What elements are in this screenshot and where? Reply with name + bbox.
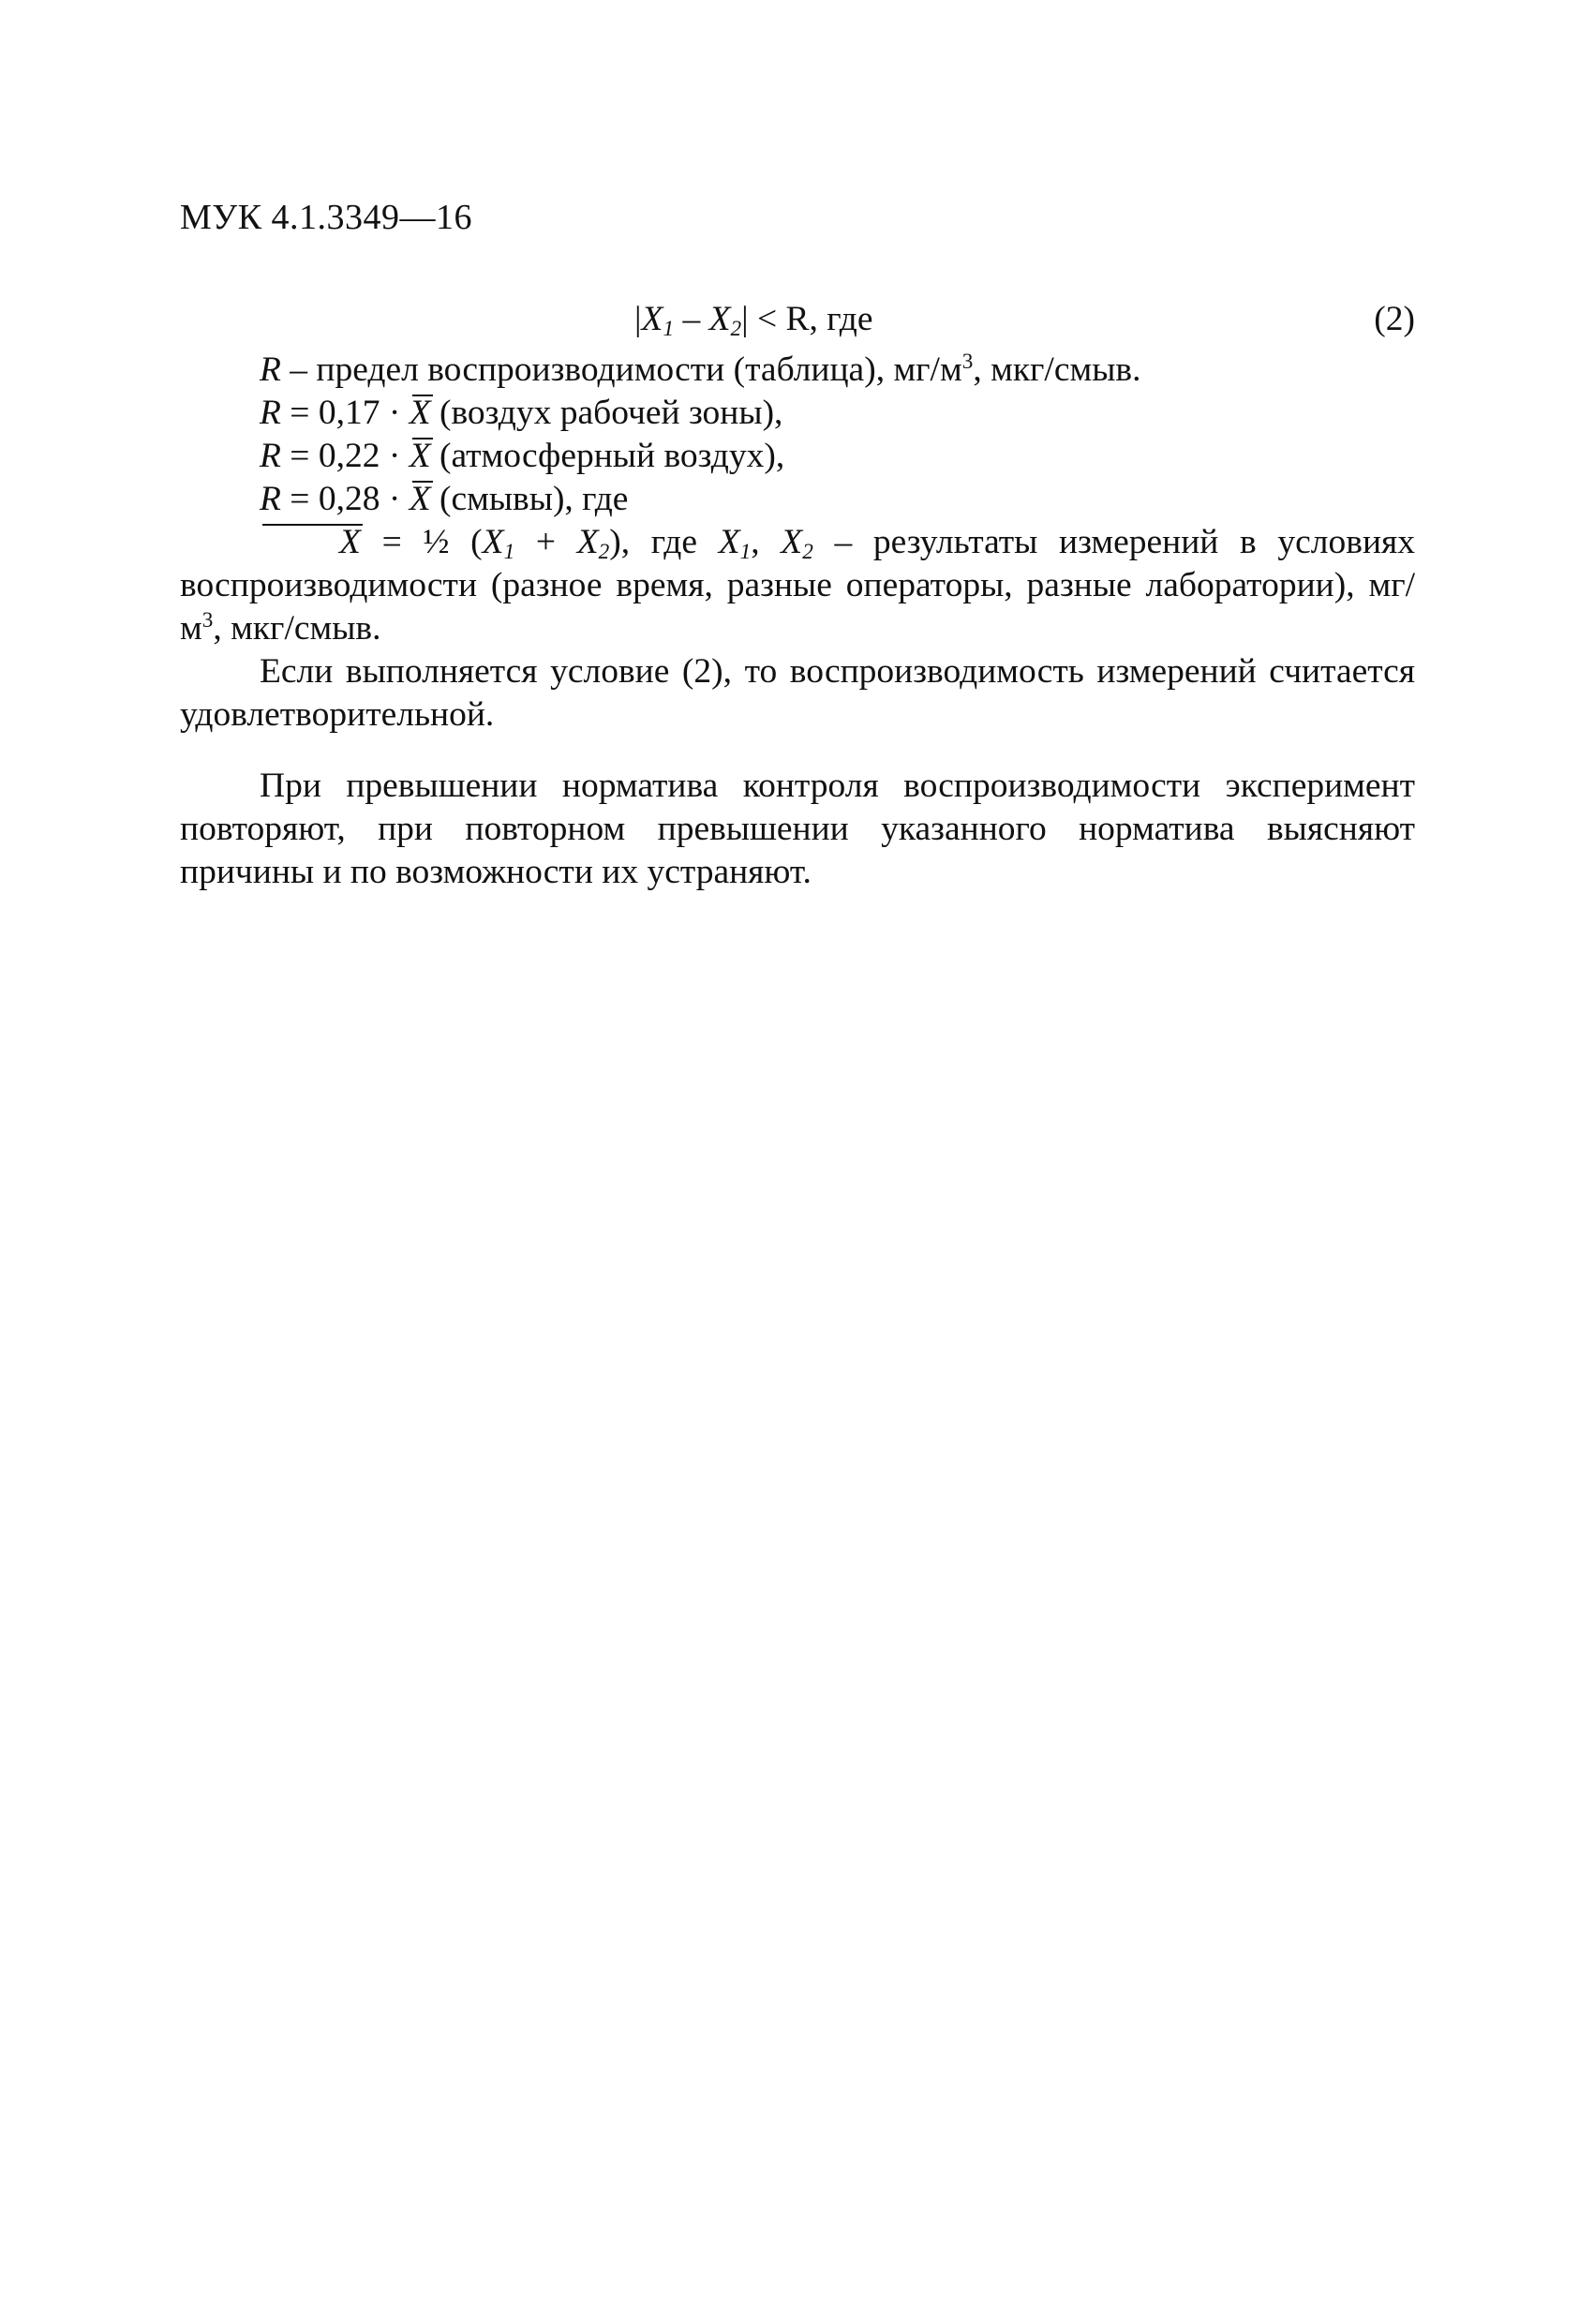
equation-line [180, 298, 1415, 341]
document-body [180, 298, 1415, 894]
equation-2 [634, 298, 873, 341]
x1-symbol: X [482, 523, 504, 561]
r-formula-coef: = 0,22 · [280, 437, 410, 475]
r-formula-coef: = 0,17 · [280, 394, 410, 432]
r-symbol: R [260, 480, 281, 518]
r-definition [260, 349, 1415, 392]
x-mean-tail: , мкг/смыв. [213, 609, 381, 648]
r-symbol: R [260, 394, 281, 432]
abs-bar-left: | [634, 300, 642, 338]
x2-sub: 2 [802, 539, 813, 564]
eq-x2: X [708, 300, 731, 338]
x1-symbol: X [718, 523, 740, 561]
x-mean-symbol: X [410, 478, 431, 521]
x2-symbol: X [576, 523, 599, 561]
x2-symbol: X [781, 523, 803, 561]
x-sep: , [751, 523, 782, 561]
r-formula-text: (воздух рабочей зоны), [430, 394, 783, 432]
x-mean-definition [180, 521, 1415, 650]
paragraph-exceed: При превышении норматива контроля воспроизводимости эксперимент повторяют, при повторном превышении указанного норматива выясняют причины и по возможности их устраняют. [180, 767, 1415, 891]
r-formula-swabs [260, 478, 1415, 521]
r-definition-sup: 3 [961, 350, 974, 375]
abs-bar-right: | [741, 300, 749, 338]
x-mean-eq-mid: + [514, 523, 577, 561]
x-mean-description: – результаты измерений в условиях воспроизводимости (разное время, разные операторы, разные лаборатории), мг/м [180, 523, 1416, 648]
eq-x1: X [641, 300, 663, 338]
x1-sub: 1 [739, 539, 752, 564]
r-formula-workzone [260, 392, 1415, 435]
x-mean-symbol: X [260, 521, 361, 564]
r-symbol: R [260, 350, 281, 389]
r-formula-coef: = 0,28 · [280, 480, 410, 518]
eq-rhs: < R, где [748, 300, 873, 338]
r-definition-tail: , мкг/смыв. [973, 350, 1141, 389]
x2-sub: 2 [598, 539, 610, 564]
paragraph-condition: Если выполняется условие (2), то воспроизводимость измерений считается удовлетворительной. [180, 652, 1415, 734]
eq-x1-sub: 1 [663, 316, 675, 341]
r-formula-text: (атмосферный воздух), [430, 437, 785, 475]
r-formula-text: (смывы), где [430, 480, 629, 518]
r-formula-atmosphere [260, 435, 1415, 478]
eq-minus: – [674, 300, 709, 338]
x-mean-symbol: X [410, 435, 431, 478]
eq-x2-sub: 2 [730, 316, 742, 341]
r-definition-text: – предел воспроизводимости (таблица), мг/м [280, 350, 962, 389]
x1-sub: 1 [503, 539, 515, 564]
x-mean-eq-post: ), где [609, 523, 719, 561]
r-symbol: R [260, 437, 281, 475]
equation-number: (2) [1374, 300, 1415, 338]
x-mean-sup: 3 [201, 608, 214, 633]
x-mean-symbol: X [410, 392, 431, 435]
document-code-header: МУК 4.1.3349—16 [180, 198, 473, 237]
x-mean-eq-pre: = ½ ( [360, 523, 483, 561]
